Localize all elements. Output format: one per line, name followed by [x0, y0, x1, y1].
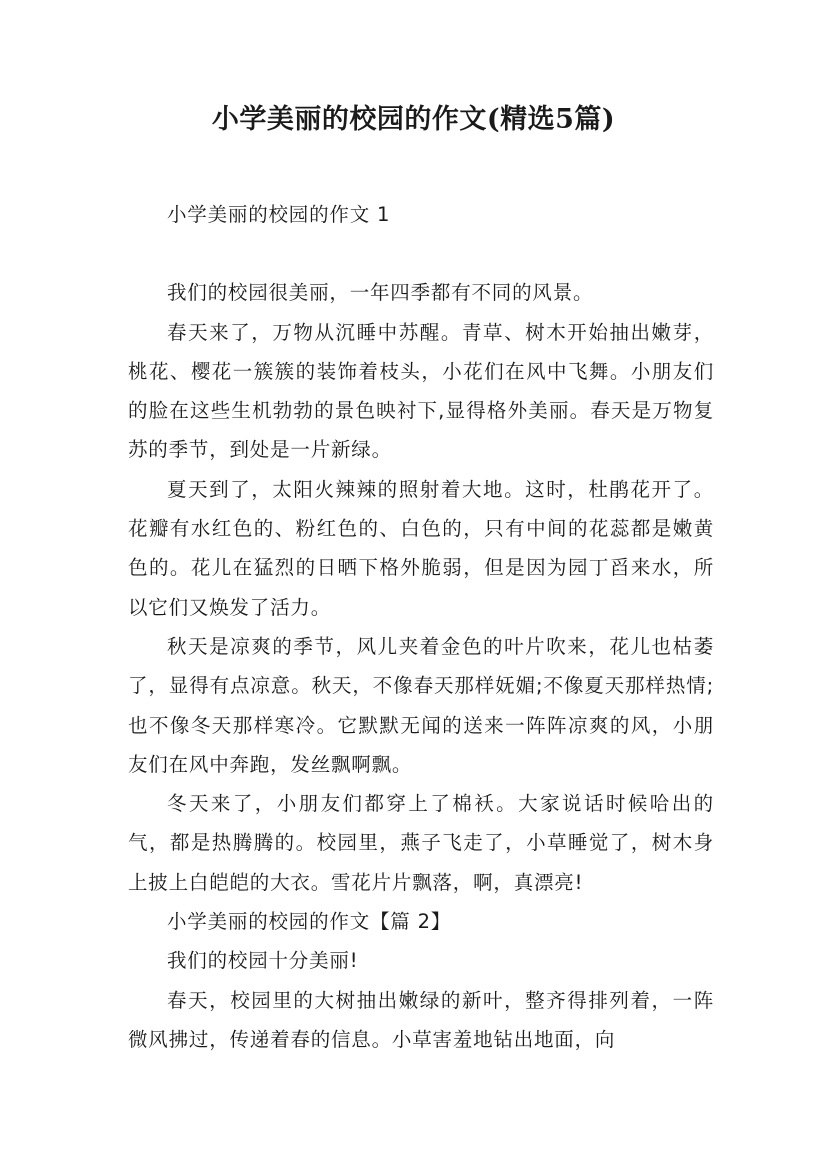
essay-2-heading: 小学美丽的校园的作文【篇 2】 — [167, 910, 452, 934]
paragraph: 春天，校园里的大树抽出嫩绿的新叶，整齐得排列着，一阵微风拂过，传递着春的信息。小草害羞地钻出地面，向 — [128, 988, 714, 1051]
paragraph: 冬天来了，小朋友们都穿上了棉袄。大家说话时候哈出的气，都是热腾腾的。校园里，燕子飞走了，小草睡觉了，树木身上披上白皑皑的大衣。雪花片片飘落，啊，真漂亮! — [128, 792, 714, 894]
paragraph: 夏天到了，太阳火辣辣的照射着大地。这时，杜鹃花开了。花瓣有水红色的、粉红色的、白色的，只有中间的花蕊都是嫩黄色的。花儿在猛烈的日晒下格外脆弱，但是因为园丁舀来水，所以它们又焕发了活力。 — [128, 477, 714, 619]
paragraph: 秋天是凉爽的季节，风儿夹着金色的叶片吹来，花儿也枯萎了，显得有点凉意。秋天，不像春天那样妩媚;不像夏天那样热情;也不像冬天那样寒冷。它默默无闻的送来一阵阵凉爽的风，小朋友们在风中奔跑，发丝飘啊飘。 — [128, 634, 714, 776]
essay-1-heading: 小学美丽的校园的作文 1 — [167, 203, 391, 226]
document-title: 小学美丽的校园的作文(精选5篇) — [211, 104, 616, 135]
paragraph: 我们的校园很美丽，一年四季都有不同的风景。 — [167, 281, 594, 305]
document-body — [128, 195, 714, 1059]
paragraph: 我们的校园十分美丽! — [167, 949, 359, 973]
paragraph: 春天来了，万物从沉睡中苏醒。青草、树木开始抽出嫩芽，桃花、樱花一簇簇的装饰着枝头，小花们在风中飞舞。小朋友们的脸在这些生机勃勃的景色映衬下,显得格外美丽。春天是万物复苏的季节，到处是一片新绿。 — [128, 320, 714, 462]
